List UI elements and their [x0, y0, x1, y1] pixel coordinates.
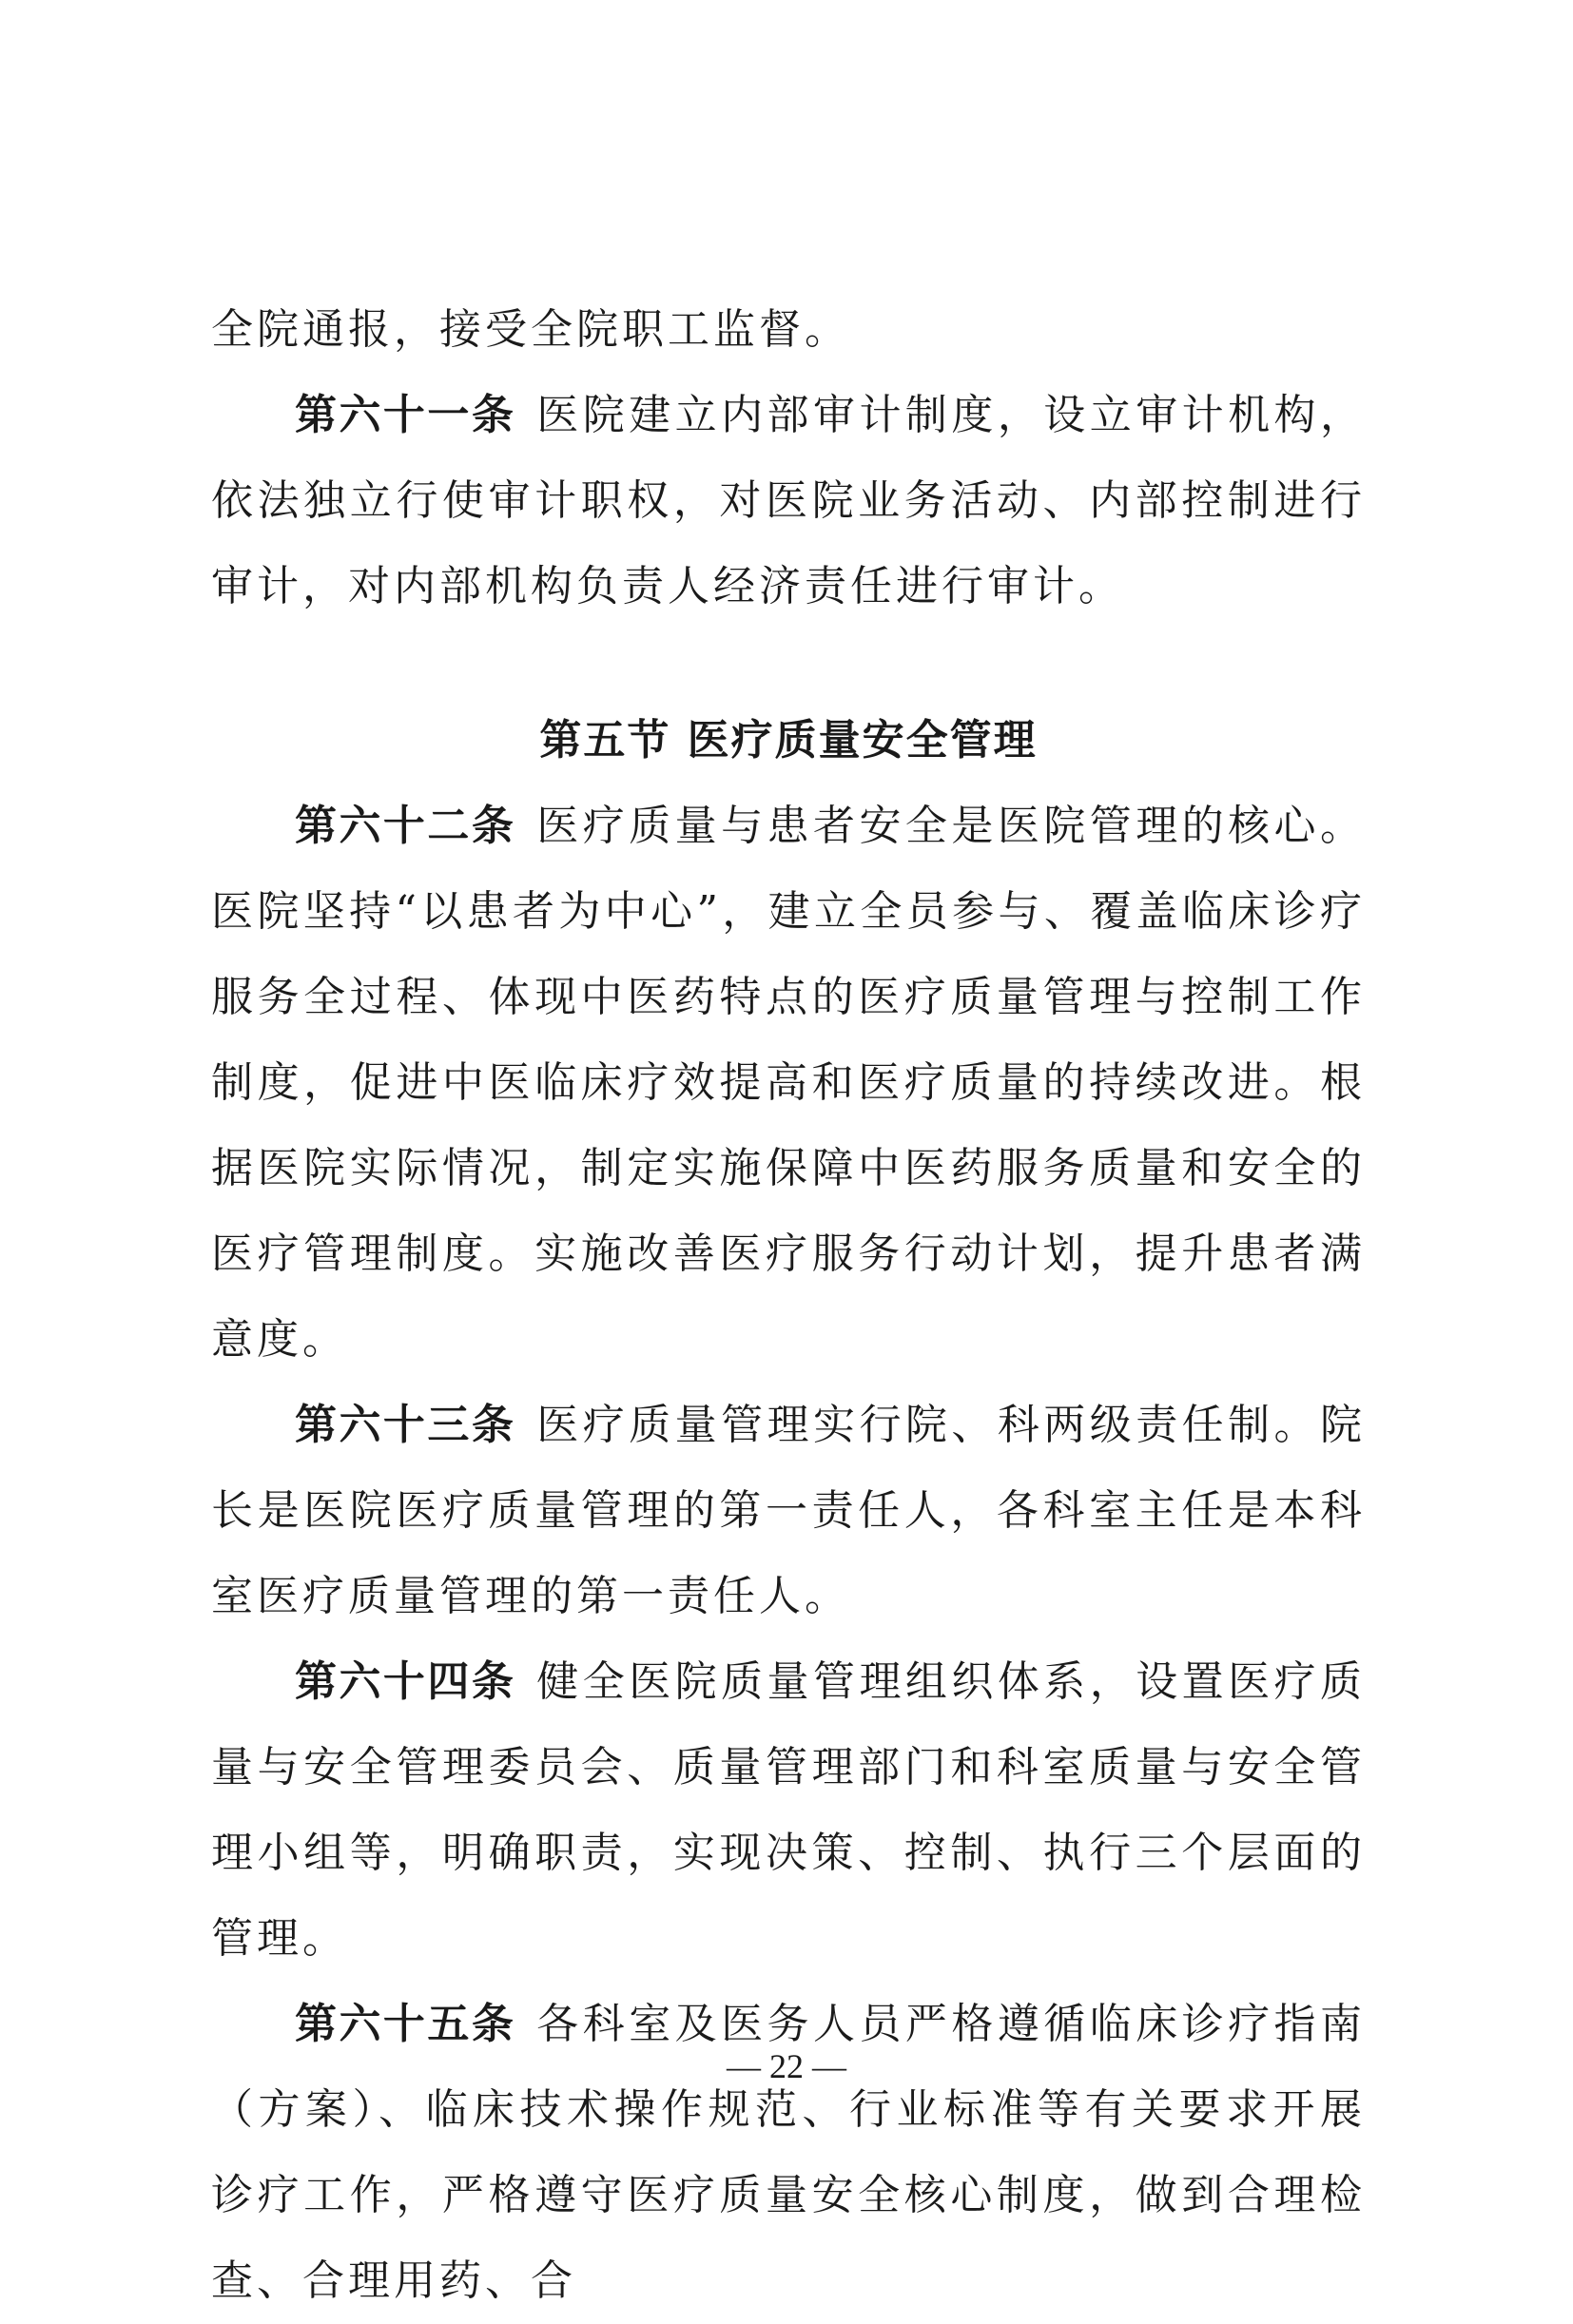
article-65-paragraph: [211, 1982, 1366, 2324]
paragraph-text: 医院建立内部审计制度，设立审计机构，依法独立行使审计职权，对医院业务活动、内部控制进行审计，对内部机构负责人经济责任进行审计。: [211, 391, 1367, 610]
paragraph-text: 医疗质量与患者安全是医院管理的核心。医院坚持“以患者为中心”，建立全员参与、覆盖临床诊疗服务全过程、体现中医药特点的医疗质量管理与控制工作制度，促进中医临床疗效提高和医疗质量的持续改进。根据医院实际情况，制定实施保障中医药服务质量和安全的医疗管理制度。实施改善医疗服务行动计划，提升患者满意度。: [211, 802, 1367, 1364]
article-62-paragraph: [211, 784, 1366, 1383]
article-63-paragraph: [211, 1383, 1366, 1639]
article-number: 第六十三条: [295, 1401, 516, 1449]
article-61-paragraph: [211, 373, 1366, 629]
paragraph-continuation: [211, 287, 1366, 373]
article-number: 第六十一条: [295, 391, 516, 439]
paragraph-text: 健全医院质量管理组织体系，设置医疗质量与安全管理委员会、质量管理部门和科室质量与安全管理小组等，明确职责，实现决策、控制、执行三个层面的管理。: [211, 1657, 1367, 1963]
paragraph-text: 各科室及医务人员严格遵循临床诊疗指南（方案）、临床技术操作规范、行业标准等有关要求开展诊疗工作，严格遵守医疗质量安全核心制度，做到合理检查、合理用药、合: [211, 2000, 1367, 2305]
section-heading: 第五节 医疗质量安全管理: [539, 716, 1038, 765]
paragraph-text: 全院通报，接受全院职工监督。: [211, 305, 850, 354]
page-number: — 22 —: [727, 2047, 846, 2085]
paragraph-text: 医疗质量管理实行院、科两级责任制。院长是医院医疗质量管理的第一责任人，各科室主任是本科室医疗质量管理的第一责任人。: [211, 1401, 1367, 1620]
document-body: [211, 287, 1366, 2324]
article-number: 第六十五条: [295, 2000, 516, 2048]
article-number: 第六十二条: [295, 802, 516, 850]
article-64-paragraph: [211, 1639, 1366, 1982]
article-number: 第六十四条: [295, 1657, 516, 1706]
